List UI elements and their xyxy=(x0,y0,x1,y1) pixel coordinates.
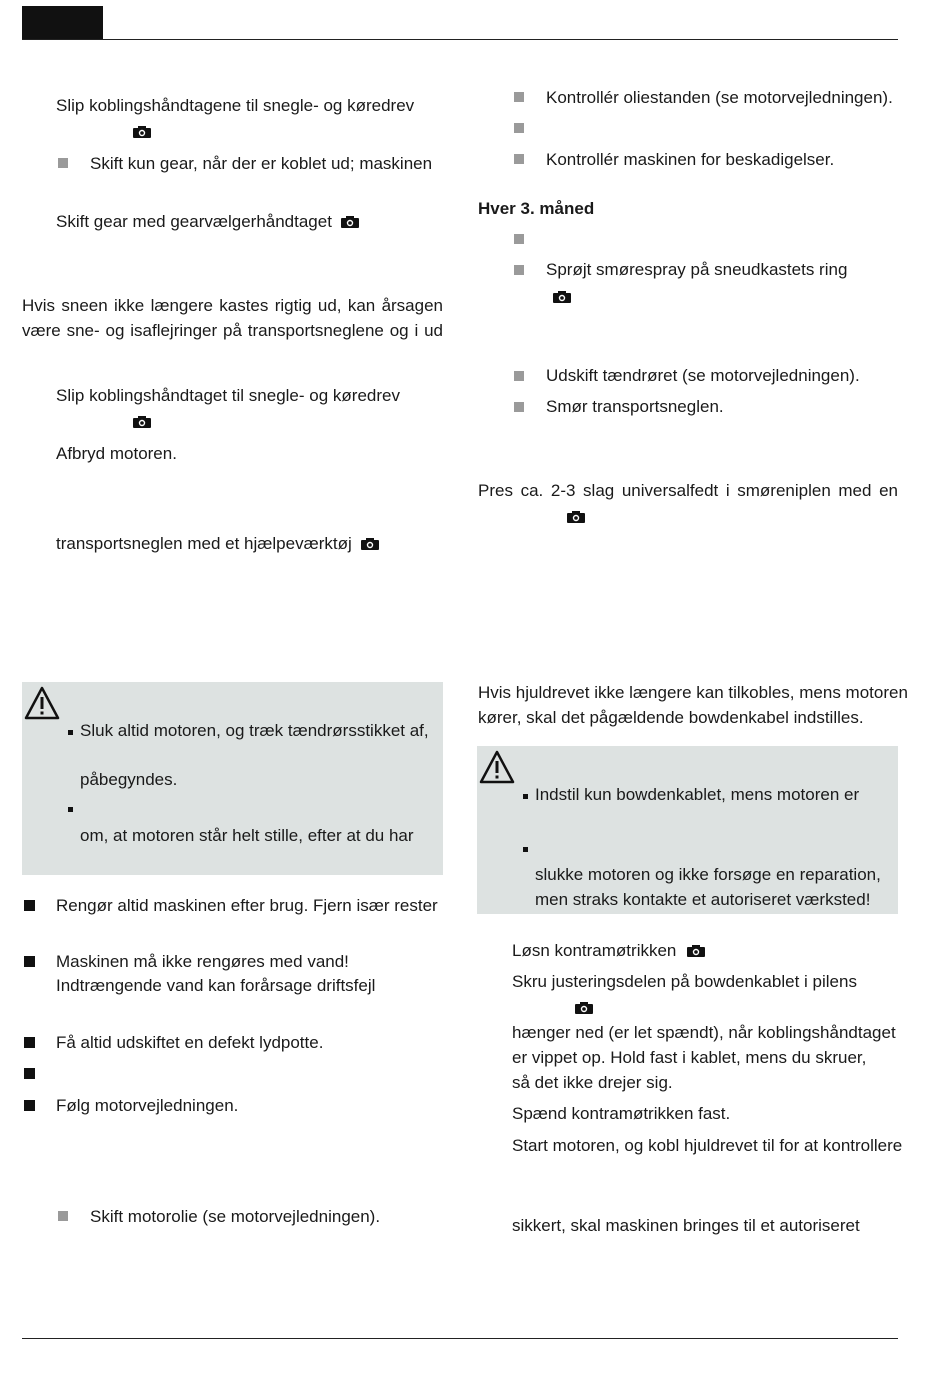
bullet-square-icon xyxy=(24,1068,35,1079)
camera-icon xyxy=(574,1001,594,1015)
care-item-3: Få altid udskiftet en defekt lydpotte. xyxy=(56,1033,324,1052)
care-item-2b: Indtrængende vand kan forårsage driftsfejl xyxy=(56,976,376,995)
step-2-cont-a: hænger ned (er let spændt), når koblingshåndtaget xyxy=(512,1023,896,1042)
right-line-2: Kontrollér maskinen for beskadigelser. xyxy=(546,150,835,169)
right-paragraph-2b: kører, skal det pågældende bowdenkabel indstilles. xyxy=(478,708,864,727)
warning-right-bullet-1: Indstil kun bowdenkablet, mens motoren er xyxy=(535,785,860,804)
step-1: Løsn kontramøtrikken xyxy=(512,941,677,960)
right-paragraph-1: Pres ca. 2-3 slag universalfedt i smøreniplen med en xyxy=(478,481,898,500)
camera-icon xyxy=(132,415,152,429)
camera-icon xyxy=(132,125,152,139)
bullet-square-icon xyxy=(58,158,68,168)
care-item-1: Rengør altid maskinen efter brug. Fjern især rester xyxy=(56,896,438,915)
warning-left-bullet-2: om, at motoren står helt stille, efter at du har xyxy=(80,826,414,845)
right-line-5: Smør transportsneglen. xyxy=(546,397,724,416)
care-item-4: Følg motorvejledningen. xyxy=(56,1096,239,1115)
step-3: Spænd kontramøtrikken fast. xyxy=(512,1104,731,1123)
camera-icon xyxy=(340,215,360,229)
bullet-square-icon xyxy=(24,1037,35,1048)
camera-icon xyxy=(360,537,380,551)
step-4: Start motoren, og kobl hjuldrevet til for at kontrollere xyxy=(512,1136,903,1155)
section-heading: Hver 3. måned xyxy=(478,199,595,218)
bullet-icon xyxy=(523,794,528,799)
warning-panel-right xyxy=(477,746,898,914)
warning-right-bullet-2a: slukke motoren og ikke forsøge en reparation, xyxy=(535,865,881,884)
left-line-1: Slip koblingshåndtagene til snegle- og køredrev xyxy=(56,96,415,115)
right-paragraph-2a: Hvis hjuldrevet ikke længere kan tilkobles, mens motoren xyxy=(478,683,908,702)
bullet-icon xyxy=(68,730,73,735)
bullet-square-icon xyxy=(514,265,524,275)
bullet-square-icon xyxy=(24,956,35,967)
care-item-5: Skift motorolie (se motorvejledningen). xyxy=(90,1207,381,1226)
left-line-5: Afbryd motoren. xyxy=(56,444,177,463)
camera-icon xyxy=(686,944,706,958)
warning-icon xyxy=(479,750,515,784)
left-paragraph-1: Hvis sneen ikke længere kastes rigtig ud, kan årsagen være sne- og isaflejringer på transportsneglene og i ud xyxy=(22,296,443,340)
bullet-icon xyxy=(68,807,73,812)
bullet-square-icon xyxy=(514,234,524,244)
right-line-4: Udskift tændrøret (se motorvejledningen). xyxy=(546,366,860,385)
footer-rule xyxy=(22,1338,898,1339)
header-block xyxy=(22,6,103,40)
bullet-square-icon xyxy=(24,900,35,911)
camera-icon xyxy=(566,510,586,524)
warning-left-bullet-1: Sluk altid motoren, og træk tændrørsstikket af, xyxy=(80,721,429,740)
step-2-cont-b: er vippet op. Hold fast i kablet, mens du skruer, xyxy=(512,1048,867,1067)
warning-right-bullet-2b: men straks kontakte et autoriseret værksted! xyxy=(535,890,871,909)
right-line-1: Kontrollér oliestanden (se motorvejledningen). xyxy=(546,88,893,107)
bullet-square-icon xyxy=(514,123,524,133)
header-rule xyxy=(22,39,898,40)
left-line-3: Skift gear med gearvælgerhåndtaget xyxy=(56,212,332,231)
left-line-4: Slip koblingshåndtaget til snegle- og køredrev xyxy=(56,386,400,405)
step-5: sikkert, skal maskinen bringes til et autoriseret xyxy=(512,1216,860,1235)
bullet-square-icon xyxy=(58,1211,68,1221)
left-line-2: Skift kun gear, når der er koblet ud; maskinen xyxy=(90,154,433,173)
bullet-square-icon xyxy=(24,1100,35,1111)
bullet-icon xyxy=(523,847,528,852)
bullet-square-icon xyxy=(514,92,524,102)
warning-icon xyxy=(24,686,60,720)
bullet-square-icon xyxy=(514,154,524,164)
bullet-square-icon xyxy=(514,371,524,381)
right-line-3: Sprøjt smørespray på sneudkastets ring xyxy=(546,260,848,279)
left-line-6: transportsneglen med et hjælpeværktøj xyxy=(56,534,352,553)
step-2: Skru justeringsdelen på bowdenkablet i pilens xyxy=(512,972,857,991)
bullet-square-icon xyxy=(514,402,524,412)
care-item-2a: Maskinen må ikke rengøres med vand! xyxy=(56,952,349,971)
warning-left-bullet-1-cont: påbegyndes. xyxy=(80,770,178,789)
step-2-cont-c: så det ikke drejer sig. xyxy=(512,1073,673,1092)
camera-icon xyxy=(552,290,572,304)
